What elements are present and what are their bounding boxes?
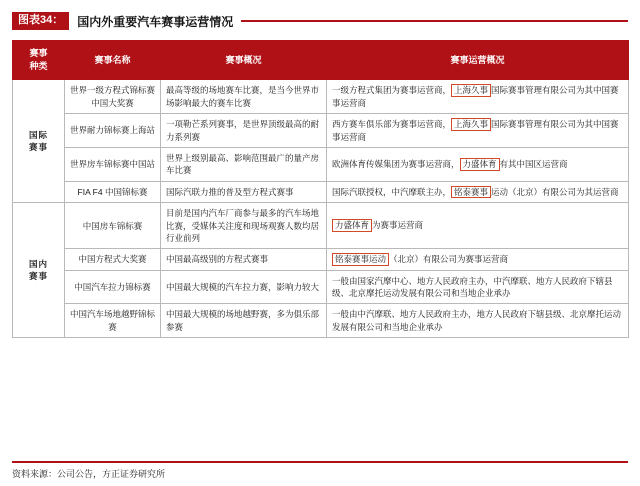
figure-title-row	[12, 0, 628, 36]
event-overview: 中国最大规模的场地越野赛，多为俱乐部参赛	[161, 304, 327, 338]
operator-highlight: 铭泰赛事	[451, 186, 491, 199]
event-name: 中国方程式大奖赛	[65, 249, 161, 271]
operator-highlight: 力盛体育	[460, 158, 500, 171]
operation-text-post: 运动（北京）有限公司为其运营商	[491, 186, 619, 197]
table-row	[13, 80, 629, 114]
event-name: 世界房车锦标赛中国站	[65, 147, 161, 181]
event-overview: 国际汽联力推的普及型方程式赛事	[161, 181, 327, 203]
header-category-line2: 种类	[29, 61, 48, 72]
category-line1: 国内	[28, 258, 48, 269]
footer-divider	[12, 461, 628, 463]
header-event-operation: 赛事运营概况	[327, 41, 629, 80]
operator-highlight: 上海久事	[451, 118, 491, 131]
header-event-overview: 赛事概况	[161, 41, 327, 80]
event-overview: 最高等级的场地赛车比赛，是当今世界市场影响最大的赛车比赛	[161, 80, 327, 114]
operation-text-post: 国际赛事管理有限公司为其中国赛事运营商	[332, 85, 619, 108]
event-operation	[327, 114, 629, 148]
figure-footer	[12, 461, 628, 480]
header-event-name: 赛事名称	[65, 41, 161, 80]
operation-text-pre: 一级方程式集团为赛事运营商，	[332, 85, 452, 96]
table-row	[13, 203, 629, 249]
operator-highlight: 铭泰赛事运动	[332, 253, 389, 266]
operator-highlight: 力盛体育	[332, 219, 372, 232]
motorsport-events-table	[12, 40, 629, 338]
category-line1: 国际	[28, 129, 48, 140]
category-line2: 赛事	[28, 142, 48, 153]
operation-text-post: 国际赛事管理有限公司为其中国赛事运营商	[332, 119, 619, 142]
table-header-row	[13, 41, 629, 80]
event-name: FIA F4 中国锦标赛	[65, 181, 161, 203]
event-overview: 一项勒芒系列赛事，是世界顶级最高的耐力系列赛	[161, 114, 327, 148]
event-overview: 中国最大规模的汽车拉力赛，影响力较大	[161, 270, 327, 304]
operator-highlight: 上海久事	[451, 84, 491, 97]
figure-title: 国内外重要汽车赛事运营情况	[77, 14, 234, 29]
event-name: 中国房车锦标赛	[65, 203, 161, 249]
figure-number-badge: 图表34：	[12, 12, 69, 30]
event-overview: 中国最高级别的方程式赛事	[161, 249, 327, 271]
source-note: 资料来源：公司公告，方正证券研究所	[12, 469, 166, 479]
table-row	[13, 181, 629, 203]
event-name: 中国汽车拉力锦标赛	[65, 270, 161, 304]
operation-text-post: （北京）有限公司为赛事运营商	[389, 254, 509, 265]
header-category-line1: 赛事	[29, 48, 48, 58]
operation-text-pre: 国际汽联授权，中汽摩联主办，	[332, 186, 452, 197]
table-row	[13, 304, 629, 338]
table-row	[13, 270, 629, 304]
event-name: 中国汽车场地越野锦标赛	[65, 304, 161, 338]
category-cell-international	[13, 80, 65, 203]
event-operation	[327, 147, 629, 181]
event-overview: 目前是国内汽车厂商参与最多的汽车场地比赛，受媒体关注度和现场观赛人数均居行业前列	[161, 203, 327, 249]
operation-text-post: 有其中国区运营商	[499, 158, 568, 169]
table-row	[13, 249, 629, 271]
title-divider	[241, 20, 628, 22]
event-operation: 一般由国家汽摩中心、地方人民政府主办，中汽摩联、地方人民政府下辖县级、北京摩托运动发展有限公司和当地企业承办	[327, 270, 629, 304]
table-row	[13, 147, 629, 181]
event-name: 世界一级方程式锦标赛中国大奖赛	[65, 80, 161, 114]
event-overview: 世界上级别最高、影响范围最广的量产房车比赛	[161, 147, 327, 181]
operation-text-pre: 欧洲体育传媒集团为赛事运营商，	[332, 158, 460, 169]
operation-text-post: 为赛事运营商	[372, 220, 424, 231]
header-category	[13, 41, 65, 80]
event-operation	[327, 181, 629, 203]
operation-text-pre: 西方赛车俱乐部为赛事运营商，	[332, 119, 452, 130]
table-row	[13, 114, 629, 148]
event-operation	[327, 80, 629, 114]
event-operation	[327, 203, 629, 249]
table-body	[13, 80, 629, 338]
event-operation	[327, 249, 629, 271]
event-operation: 一般由中汽摩联、地方人民政府主办，地方人民政府下辖县级、北京摩托运动发展有限公司和当地企业承办	[327, 304, 629, 338]
event-name: 世界耐力锦标赛上海站	[65, 114, 161, 148]
table-header	[13, 41, 629, 80]
category-cell-domestic	[13, 203, 65, 338]
category-line2: 赛事	[28, 271, 48, 282]
